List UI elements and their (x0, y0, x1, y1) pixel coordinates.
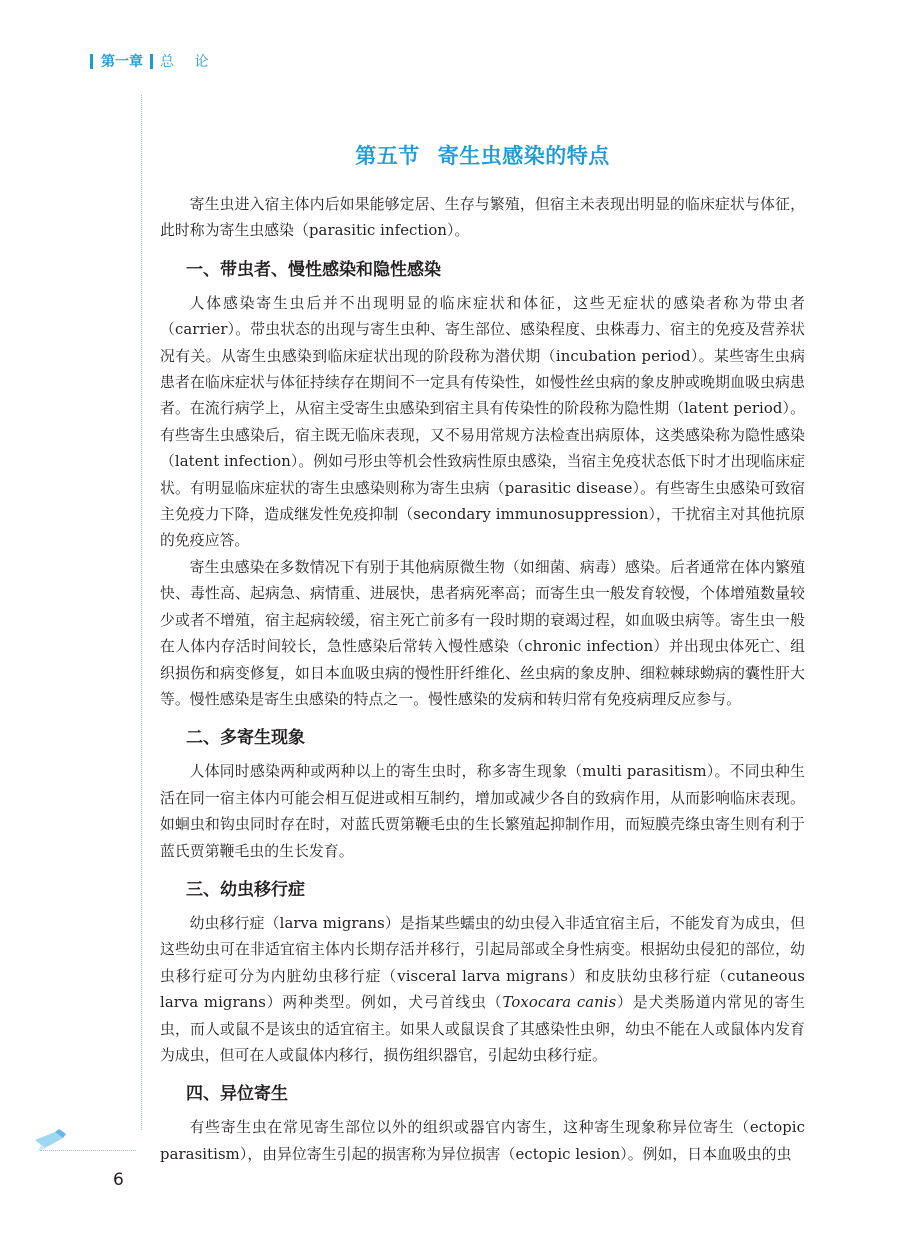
header-bar (90, 54, 93, 69)
paragraph: 有些寄生虫在常见寄生部位以外的组织或器官内寄生，这种寄生现象称异位寄生（ectopic parasitism），由异位寄生引起的损害称为异位损害（ectopic lesion）。例如，日本血吸虫的虫 (160, 1119, 805, 1163)
species-name: Toxocara canis (502, 994, 617, 1012)
running-header (90, 50, 216, 72)
paragraph-text: ）是犬类肠道内常见的寄生虫，而人或鼠不是该虫的适宜宿主。如果人或鼠误食了其感染性虫卵，幼虫不能在人或鼠体内发育为成虫，但可在人或鼠体内移行，损伤组织器官，引起幼虫移行症。 (160, 994, 805, 1064)
paragraph (160, 911, 805, 1069)
paragraph-text: 幼虫移行症（larva migrans）是指某些蠕虫的幼虫侵入非适宜宿主后，不能发育为成虫，但这些幼虫可在非适宜宿主体内长期存活并移行，引起局部或全身性病变。根据幼虫侵犯的部位，幼虫移行症可分为内脏幼虫移行症（visceral larva migrans）和皮肤幼虫移行症（cutaneous larva migrans）两种类型。例如，犬弓首线虫（ (160, 914, 805, 1012)
pen-decoration-icon (33, 1128, 69, 1154)
paragraph: 寄生虫感染在多数情况下有别于其他病原微生物（如细菌、病毒）感染。后者通常在体内繁殖快、毒性高、起病急、病情重、进展快，患者病死率高；而寄生虫一般发育较慢，个体增殖数量较少或者不增殖，宿主起病较缓，宿主死亡前多有一段时期的衰竭过程，如血吸虫病等。寄生虫一般在人体内存活时间较长，急性感染后常转入慢性感染（chronic infection）并出现虫体死亡、组织损伤和病变修复，如日本血吸虫病的慢性肝纤维化、丝虫病的象皮肿、细粒棘球蚴病的囊性肝大等。慢性感染是寄生虫感染的特点之一。慢性感染的发病和转归常有免疫病理反应参与。 (160, 558, 805, 708)
header-separator (150, 54, 153, 69)
section-title (160, 140, 805, 170)
paragraph: 人体同时感染两种或两种以上的寄生虫时，称多寄生现象（multi parasitism）。不同虫种生活在同一宿主体内可能会相互促进或相互制约，增加或减少各自的致病作用，从而影响临床表现。如蛔虫和钩虫同时存在时，对蓝氏贾第鞭毛虫的生长繁殖起抑制作用，而短膜壳绦虫寄生则有利于蓝氏贾第鞭毛虫的生长发育。 (160, 763, 805, 860)
margin-guide-line (141, 95, 142, 1130)
header-chapter: 第一章 (101, 54, 143, 70)
section-title-text: 寄生虫感染的特点 (437, 144, 610, 168)
header-title: 总 论 (160, 54, 217, 70)
subsection-heading: 四、异位寄生 (186, 1084, 288, 1105)
page-number: 6 (113, 1170, 124, 1190)
subsection-heading: 三、幼虫移行症 (186, 879, 305, 900)
subsection-heading: 二、多寄生现象 (186, 728, 305, 749)
page-content (160, 140, 805, 1168)
paragraph: 人体感染寄生虫后并不出现明显的临床症状和体征，这些无症状的感染者称为带虫者（carrier）。带虫状态的出现与寄生虫种、寄生部位、感染程度、虫株毒力、宿主的免疫及营养状况有关。从寄生虫感染到临床症状出现的阶段称为潜伏期（incubation period）。某些寄生虫病患者在临床症状与体征持续存在期间不一定具有传染性，如慢性丝虫病的象皮肿或晚期血吸虫病患者。在流行病学上，从宿主受寄生虫感染到宿主具有传染性的阶段称为隐性期（latent period）。有些寄生虫感染后，宿主既无临床表现，又不易用常规方法检查出病原体，这类感染称为隐性感染（latent infection）。例如弓形虫等机会性致病性原虫感染，当宿主免疫状态低下时才出现临床症状。有明显临床症状的寄生虫感染则称为寄生虫病（parasitic disease）。有些寄生虫感染可致宿主免疫力下降，造成继发性免疫抑制（secondary immunosuppression），干扰宿主对其他抗原的免疫应答。 (160, 294, 805, 550)
subsection-heading: 一、带虫者、慢性感染和隐性感染 (186, 259, 441, 280)
intro-paragraph: 寄生虫进入宿主体内后如果能够定居、生存与繁殖，但宿主未表现出明显的临床症状与体征，此时称为寄生虫感染（parasitic infection）。 (160, 196, 805, 240)
section-number: 第五节 (355, 144, 420, 168)
